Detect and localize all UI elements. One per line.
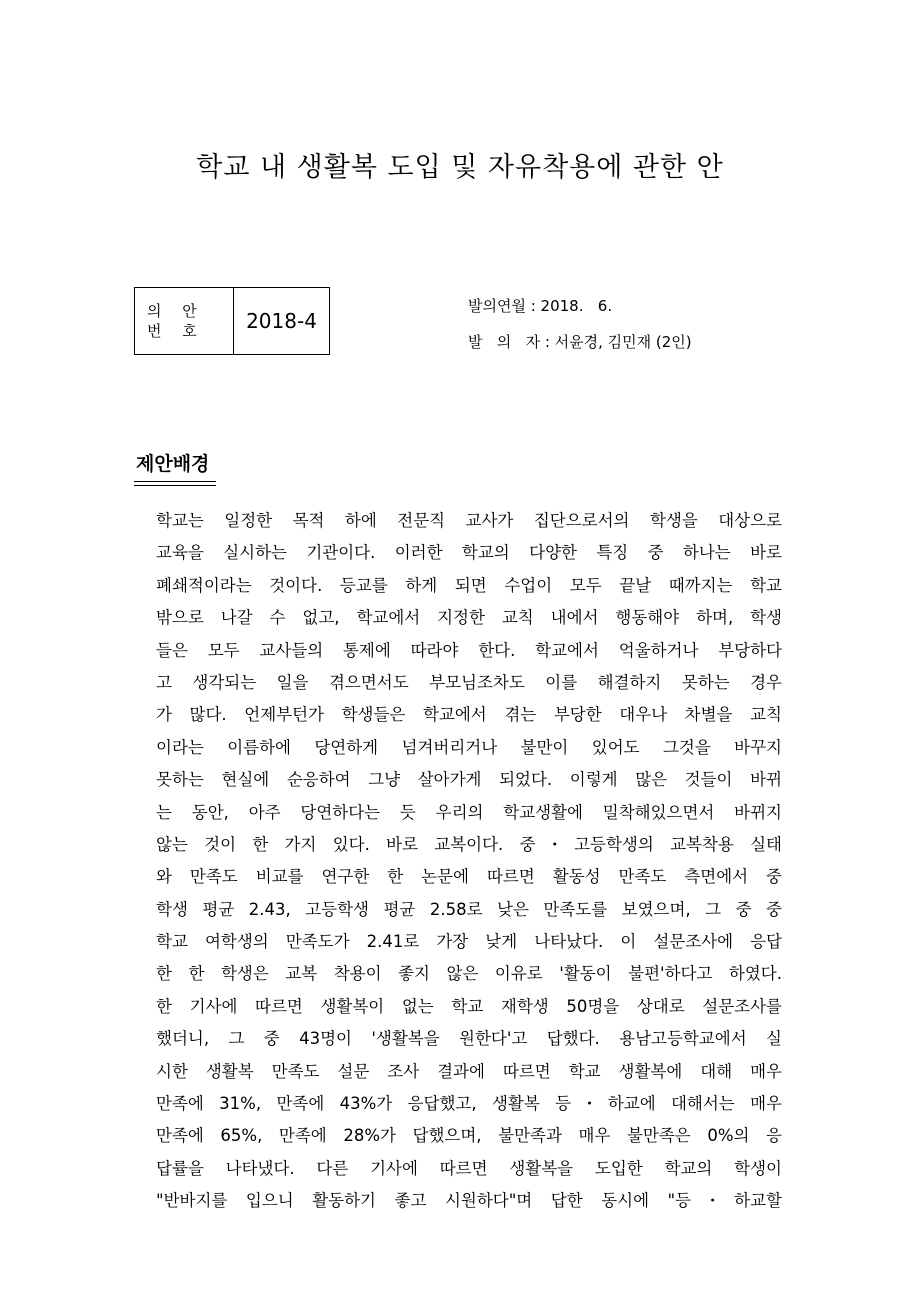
body-line: 와 만족도 비교를 연구한 한 논문에 따르면 활동성 만족도 측면에서 중 <box>156 867 782 887</box>
proposers: 발 의 자 : 서윤경, 김민재 (2인) <box>468 333 692 351</box>
body-line: 학교는 일정한 목적 하에 전문직 교사가 집단으로서의 학생을 대상으로 <box>156 511 782 530</box>
body-line: 폐쇄적이라는 것이다. 등교를 하게 되면 수업이 모두 끝날 때까지는 학교 <box>156 575 782 595</box>
body-line: 이라는 이름하에 당연하게 넘겨버리거나 불만이 있어도 그것을 바꾸지 <box>156 737 782 757</box>
body-line: 학생 평균 2.43, 고등학생 평균 2.58로 낮은 만족도를 보였으며, 그 중 중 <box>156 899 782 919</box>
body-line: 교육을 실시하는 기관이다. 이러한 학교의 다양한 특징 중 하나는 바로 <box>156 543 782 563</box>
body-line: 한 기사에 따르면 생활복이 없는 학교 재학생 50명을 상대로 설문조사를 <box>156 996 782 1016</box>
body-line: 학교 여학생의 만족도가 2.41로 가장 낮게 나타났다. 이 설문조사에 응답 <box>156 932 782 952</box>
body-line: 답률을 나타냈다. 다른 기사에 따르면 생활복을 도입한 학교의 학생이 <box>156 1158 782 1178</box>
body-line: 가 많다. 언제부턴가 학생들은 학교에서 겪는 부당한 대우나 차별을 교칙 <box>156 705 782 725</box>
body-line: 시한 생활복 만족도 설문 조사 결과에 따르면 학교 생활복에 대해 매우 <box>156 1061 782 1081</box>
bill-label-line1: 의 안 <box>147 302 205 320</box>
body-line: 는 동안, 아주 당연하다는 듯 우리의 학교생활에 밀착해있으면서 바뀌지 <box>156 802 782 822</box>
body-line: 만족에 31%, 만족에 43%가 응답했고, 생활복 등・하교에 대해서는 매우 <box>156 1094 782 1114</box>
section-heading: 제안배경 <box>136 453 210 475</box>
document-title: 학교 내 생활복 도입 및 자유착용에 관한 안 <box>196 152 724 183</box>
body-line: 했더니, 그 중 43명이 '생활복을 원한다'고 답했다. 용남고등학교에서 실 <box>156 1029 782 1049</box>
body-line: 만족에 65%, 만족에 28%가 답했으며, 불만족과 매우 불만족은 0%의 응 <box>156 1126 782 1146</box>
body-line: 한 한 학생은 교복 착용이 좋지 않은 이유로 '활동이 불편'하다고 하였다. <box>156 964 782 984</box>
proposal-date: 발의연월 : 2018. 6. <box>468 297 613 315</box>
section-underline <box>134 481 216 486</box>
bill-number-label <box>135 288 234 354</box>
body-line: 못하는 현실에 순응하여 그냥 살아가게 되었다. 이렇게 많은 것들이 바뀌 <box>156 770 782 790</box>
bill-label-line2: 번 호 <box>147 322 205 340</box>
body-paragraph <box>156 505 782 1218</box>
body-line: "반바지를 입으니 활동하기 좋고 시원하다"며 답한 동시에 "등・하교할 <box>156 1191 782 1211</box>
body-line: 않는 것이 한 가지 있다. 바로 교복이다. 중・고등학생의 교복착용 실태 <box>156 834 782 854</box>
bill-number-value: 2018-4 <box>246 309 317 333</box>
body-line: 들은 모두 교사들의 통제에 따라야 한다. 학교에서 억울하거나 부당하다 <box>156 640 782 660</box>
body-line: 고 생각되는 일을 겪으면서도 부모님조차도 이를 해결하지 못하는 경우 <box>156 672 782 692</box>
bill-meta <box>468 288 692 360</box>
body-line: 밖으로 나갈 수 없고, 학교에서 지정한 교칙 내에서 행동해야 하며, 학생 <box>156 608 782 628</box>
bill-number-box <box>134 287 330 355</box>
